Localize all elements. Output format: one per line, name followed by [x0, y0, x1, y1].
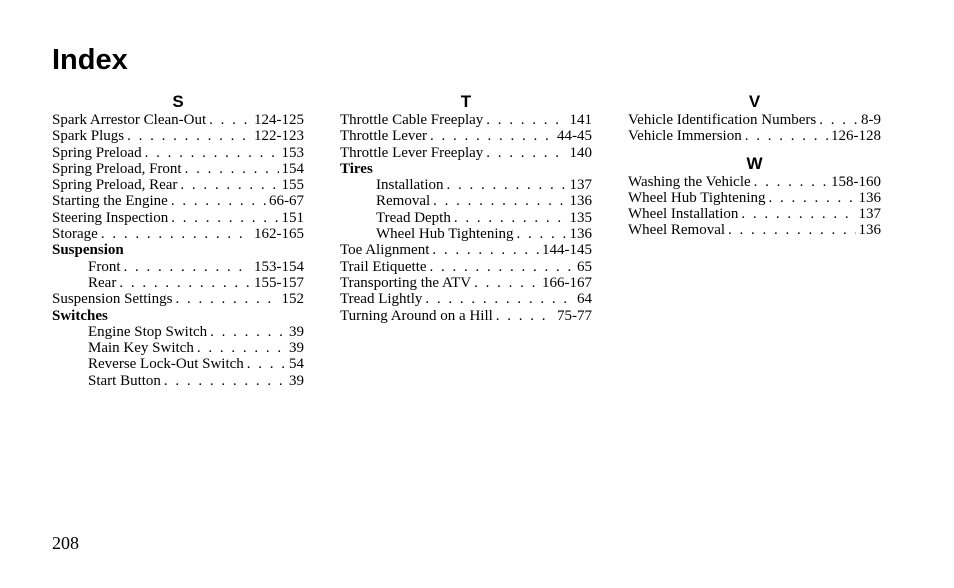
page-title: Index	[52, 44, 128, 76]
entry-term: Spark Plugs	[52, 128, 125, 145]
entry-pages: 44-45	[557, 128, 592, 145]
entry-pages: 155-157	[254, 274, 304, 291]
index-subentry	[52, 356, 304, 372]
entry-term: Transporting the ATV	[340, 274, 472, 291]
leader-dots	[728, 222, 855, 238]
leader-dots	[164, 373, 286, 389]
entry-pages: 155	[281, 177, 304, 194]
index-entry	[52, 161, 304, 177]
leader-dots	[430, 128, 554, 144]
section-letter-s: S	[172, 92, 184, 111]
leader-dots	[754, 174, 828, 190]
leader-dots	[517, 226, 567, 242]
page-number: 208	[52, 533, 79, 553]
index-subentry	[52, 373, 304, 389]
entry-pages: 137	[569, 177, 592, 194]
entry-term: Main Key Switch	[88, 340, 194, 357]
index-entry	[628, 190, 881, 206]
entry-term: Starting the Engine	[52, 193, 168, 210]
index-entry	[52, 210, 304, 226]
section-letter-v: V	[748, 92, 761, 111]
leader-dots	[454, 210, 567, 226]
entry-term: Storage	[52, 226, 98, 243]
leader-dots	[486, 145, 566, 161]
entry-term: Spring Preload, Front	[52, 160, 182, 177]
index-entry	[628, 206, 881, 222]
leader-dots	[496, 308, 554, 324]
leader-dots	[447, 177, 567, 193]
entry-term: Front	[88, 258, 121, 275]
index-entry	[628, 128, 881, 144]
leader-dots	[124, 259, 251, 275]
entry-term: Trail Etiquette	[340, 258, 427, 275]
entry-term: Toe Alignment	[340, 242, 430, 259]
entry-pages: 54	[289, 356, 304, 373]
index-entry	[628, 174, 881, 190]
entry-pages: 122-123	[254, 128, 304, 145]
entry-term: Reverse Lock-Out Switch	[88, 356, 244, 373]
index-entry	[340, 112, 592, 128]
leader-dots	[127, 128, 251, 144]
index-subentry	[52, 259, 304, 275]
leader-dots	[819, 112, 858, 128]
leader-dots	[145, 145, 279, 161]
entry-term: Vehicle Identification Numbers	[628, 112, 817, 128]
index-entry	[52, 177, 304, 193]
entry-term: Wheel Hub Tightening	[376, 226, 514, 243]
index-subentry	[340, 177, 592, 193]
entry-pages: 64	[577, 291, 592, 308]
entry-term: Spring Preload, Rear	[52, 177, 178, 194]
entry-pages: 39	[289, 323, 304, 340]
entry-term: Suspension Settings	[52, 291, 173, 308]
index-column-s	[52, 92, 304, 389]
leader-dots	[474, 275, 539, 291]
entry-term: Rear	[88, 274, 117, 291]
index-entry	[52, 291, 304, 307]
entry-term: Throttle Lever	[340, 128, 428, 145]
leader-dots	[175, 291, 278, 307]
index-subentry	[52, 275, 304, 291]
index-subentry	[340, 210, 592, 226]
entry-term: Steering Inspection	[52, 209, 169, 226]
entry-pages: 136	[569, 226, 592, 243]
index-entry	[340, 275, 592, 291]
leader-dots	[425, 291, 574, 307]
entry-term: Tread Lightly	[340, 291, 423, 308]
leader-dots	[171, 193, 266, 209]
index-subentry	[340, 193, 592, 209]
entry-term: Vehicle Immersion	[628, 128, 742, 145]
index-entry	[52, 145, 304, 161]
section-letter-t: T	[460, 92, 472, 111]
entry-term: Tread Depth	[376, 209, 451, 226]
leader-dots	[171, 210, 278, 226]
entry-pages: 75-77	[557, 307, 592, 324]
entry-pages: 153	[281, 144, 304, 161]
entry-term: Wheel Installation	[628, 206, 739, 223]
index-entry	[52, 226, 304, 242]
entry-term: Removal	[376, 193, 431, 210]
index-entry	[340, 242, 592, 258]
index-entry	[628, 112, 881, 128]
leader-dots	[769, 190, 856, 206]
index-subentry	[340, 226, 592, 242]
entry-pages: 124-125	[254, 112, 304, 128]
index-column-vw	[628, 92, 881, 239]
leader-dots	[741, 206, 855, 222]
index-subentry	[52, 324, 304, 340]
leader-dots	[185, 161, 279, 177]
section-letter-w: W	[746, 153, 763, 173]
leader-dots	[432, 242, 539, 258]
entry-term: Turning Around on a Hill	[340, 307, 493, 324]
entry-pages: 140	[569, 144, 592, 161]
entry-pages: 137	[858, 206, 881, 223]
entry-term: Wheel Removal	[628, 222, 726, 239]
leader-dots	[180, 177, 278, 193]
entry-term: Spark Arrestor Clean-Out	[52, 112, 207, 128]
entry-pages: 66-67	[269, 193, 304, 210]
index-subheading: Switches	[52, 307, 108, 324]
entry-pages: 152	[281, 291, 304, 308]
leader-dots	[119, 275, 251, 291]
index-entry	[52, 128, 304, 144]
entry-term: Installation	[376, 177, 444, 194]
entry-term: Engine Stop Switch	[88, 323, 208, 340]
index-entry	[340, 291, 592, 307]
leader-dots	[745, 128, 828, 144]
entry-pages: 39	[289, 372, 304, 389]
entry-term: Throttle Cable Freeplay	[340, 112, 484, 128]
entry-pages: 162-165	[254, 226, 304, 243]
leader-dots	[210, 324, 286, 340]
index-entry	[340, 145, 592, 161]
entry-pages: 166-167	[542, 274, 592, 291]
index-entry	[340, 259, 592, 275]
index-entry	[340, 128, 592, 144]
entry-term: Spring Preload	[52, 144, 142, 161]
entry-pages: 136	[569, 193, 592, 210]
leader-dots	[197, 340, 286, 356]
index-entry	[340, 308, 592, 324]
index-entry	[52, 112, 304, 128]
index-entry	[52, 193, 304, 209]
entry-pages: 141	[569, 112, 592, 128]
entry-pages: 154	[281, 160, 304, 177]
entry-pages: 39	[289, 340, 304, 357]
leader-dots	[433, 193, 566, 209]
index-subheading: Tires	[340, 160, 373, 177]
entry-pages: 153-154	[254, 258, 304, 275]
leader-dots	[486, 112, 566, 128]
index-subentry	[52, 340, 304, 356]
entry-term: Wheel Hub Tightening	[628, 189, 766, 206]
entry-pages: 135	[569, 209, 592, 226]
leader-dots	[101, 226, 251, 242]
index-entry	[628, 222, 881, 238]
leader-dots	[209, 112, 251, 128]
entry-pages: 158-160	[831, 173, 881, 190]
index-column-t	[340, 92, 592, 324]
entry-term: Throttle Lever Freeplay	[340, 144, 484, 161]
entry-pages: 144-145	[542, 242, 592, 259]
entry-pages: 126-128	[831, 128, 881, 145]
entry-term: Washing the Vehicle	[628, 173, 751, 190]
entry-pages: 8-9	[861, 112, 881, 128]
leader-dots	[247, 356, 286, 372]
entry-pages: 65	[577, 258, 592, 275]
entry-pages: 136	[858, 222, 881, 239]
leader-dots	[430, 259, 574, 275]
index-subheading: Suspension	[52, 242, 124, 259]
entry-term: Start Button	[88, 372, 161, 389]
entry-pages: 151	[281, 209, 304, 226]
entry-pages: 136	[858, 189, 881, 206]
